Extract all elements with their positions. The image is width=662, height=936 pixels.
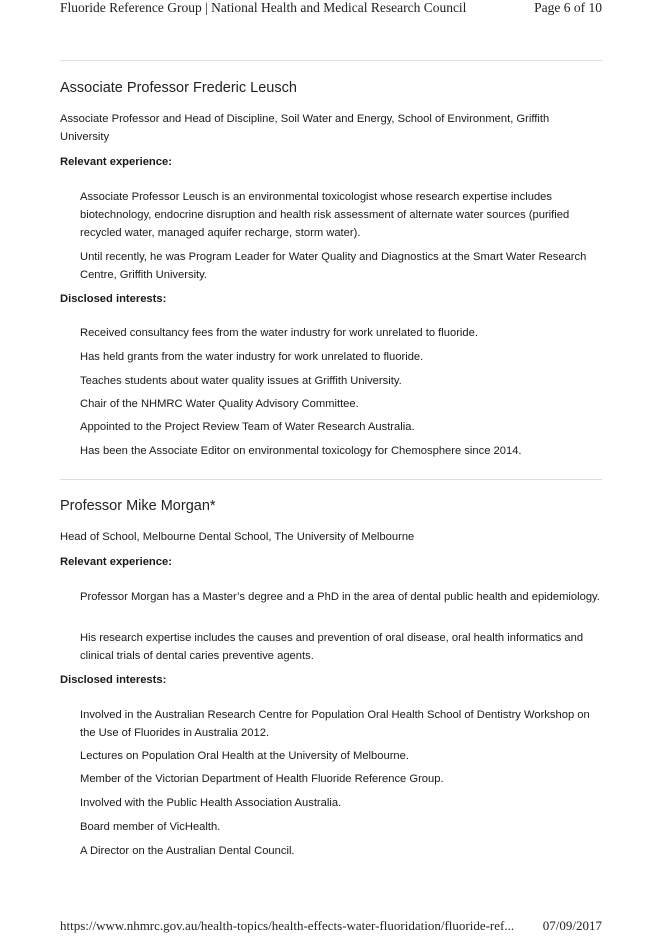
interest-item: Board member of VicHealth. [80,821,221,833]
experience-paragraph: Until recently, he was Program Leader for Water Quality and Diagnostics at the Smart Water Research Centre, Griffith University. [80,251,587,281]
print-footer [60,918,602,934]
disclosed-interests-label: Disclosed interests: [60,674,167,686]
interest-item: Lectures on Population Oral Health at the University of Melbourne. [80,750,409,762]
print-header-title: Fluoride Reference Group | National Health and Medical Research Council [60,0,467,15]
interest-item: Appointed to the Project Review Team of Water Research Australia. [80,421,415,433]
experience-paragraph: Associate Professor Leusch is an environmental toxicologist whose research expertise includes biotechnology, endocrine disruption and health risk assessment of alternate water sources (purified recycled water, managed aquifer recharge, storm water). [80,191,570,239]
interest-item: A Director on the Australian Dental Council. [80,845,295,857]
person-role: Associate Professor and Head of Discipline, Soil Water and Energy, School of Environment, Griffith University [60,113,550,143]
interest-item: Teaches students about water quality issues at Griffith University. [80,375,402,387]
section-divider [60,479,602,480]
section-divider [60,60,602,61]
experience-paragraph: Professor Morgan has a Master’s degree and a PhD in the area of dental public health and epidemiology. [80,591,600,603]
print-header [60,0,602,20]
interest-item: Involved with the Public Health Association Australia. [80,797,342,809]
print-date: 07/09/2017 [542,918,602,933]
interest-item: Involved in the Australian Research Centre for Population Oral Health School of Dentistry Workshop on the Use of Fluorides in Australia 2012. [80,709,590,739]
person-name: Professor Mike Morgan* [60,498,216,514]
person-name: Associate Professor Frederic Leusch [60,80,297,96]
relevant-experience-label: Relevant experience: [60,556,172,568]
interest-item: Member of the Victorian Department of Health Fluoride Reference Group. [80,773,444,785]
person-role: Head of School, Melbourne Dental School, The University of Melbourne [60,531,415,543]
interest-item: Chair of the NHMRC Water Quality Advisory Committee. [80,398,359,410]
interest-item: Received consultancy fees from the water industry for work unrelated to fluoride. [80,327,478,339]
interest-item: Has been the Associate Editor on environmental toxicology for Chemosphere since 2014. [80,445,522,457]
disclosed-interests-label: Disclosed interests: [60,293,167,305]
experience-paragraph: His research expertise includes the causes and prevention of oral disease, oral health informatics and clinical trials of dental caries preventive agents. [80,632,584,662]
relevant-experience-label: Relevant experience: [60,156,172,168]
page-url: https://www.nhmrc.gov.au/health-topics/health-effects-water-fluoridation/fluoride-ref... [60,918,515,933]
interest-item: Has held grants from the water industry for work unrelated to fluoride. [80,351,424,363]
page-number: Page 6 of 10 [534,0,602,15]
